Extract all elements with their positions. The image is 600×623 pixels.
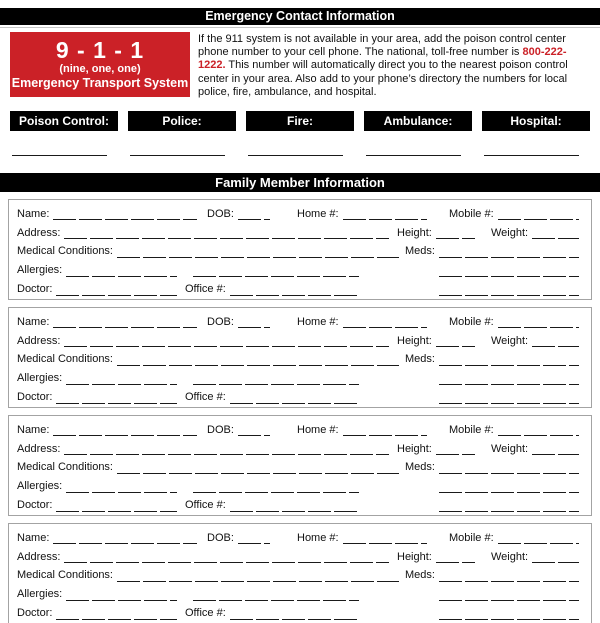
weight-field bbox=[491, 335, 579, 348]
weight-field bbox=[491, 551, 579, 564]
doctor-label: Doctor: bbox=[17, 607, 53, 620]
writein-line bbox=[484, 154, 579, 156]
row-name-dob-phones bbox=[17, 311, 579, 329]
office-phone-field bbox=[185, 499, 359, 512]
mobile-phone-line bbox=[498, 432, 579, 437]
fire-writein bbox=[246, 154, 354, 156]
height-line bbox=[436, 235, 475, 240]
address-label: Address: bbox=[17, 442, 61, 455]
dob-field bbox=[207, 532, 270, 545]
address-label: Address: bbox=[17, 334, 61, 347]
dob-line bbox=[238, 216, 270, 221]
meds-label: Meds: bbox=[405, 353, 435, 366]
meds-continuation-line-2 bbox=[439, 291, 579, 296]
meds-label: Meds: bbox=[405, 245, 435, 258]
hospital-writein bbox=[482, 154, 590, 156]
contact-label-police: Police: bbox=[128, 111, 236, 131]
dob-field bbox=[207, 424, 270, 437]
office-phone-field bbox=[185, 607, 359, 620]
name-label: Name: bbox=[17, 531, 50, 544]
address-field bbox=[17, 335, 389, 348]
family-member-blocks bbox=[0, 199, 600, 623]
dob-label: DOB: bbox=[207, 207, 234, 220]
dob-label: DOB: bbox=[207, 315, 234, 328]
office-phone-label: Office #: bbox=[185, 499, 226, 512]
name-label: Name: bbox=[17, 423, 50, 436]
allergies-label: Allergies: bbox=[17, 372, 63, 385]
address-line bbox=[64, 343, 389, 348]
medical-conditions-label: Medical Conditions: bbox=[17, 353, 113, 366]
nine-one-one-box bbox=[10, 32, 190, 97]
meds-label: Meds: bbox=[405, 461, 435, 474]
weight-label: Weight: bbox=[491, 442, 529, 455]
family-member-block bbox=[8, 523, 592, 623]
paragraph-text-after: This number will automatically direct you to the nearest poison control center in your area. Also add to your phone’s directory the numbers for local police, fire, ambulance, and hospital. bbox=[198, 59, 568, 98]
row-doctor-office bbox=[17, 278, 579, 296]
doctor-field bbox=[17, 499, 177, 512]
home-phone-field bbox=[297, 316, 427, 329]
row-address-height-weight bbox=[17, 546, 579, 564]
address-line bbox=[64, 235, 389, 240]
height-field bbox=[397, 335, 475, 348]
mobile-phone-label: Mobile #: bbox=[449, 531, 494, 544]
dob-field bbox=[207, 316, 270, 329]
doctor-line bbox=[56, 291, 177, 296]
contact-writein-row bbox=[10, 154, 590, 156]
medical-conditions-line bbox=[117, 253, 399, 258]
allergies-label: Allergies: bbox=[17, 480, 63, 493]
contact-label-poison-control: Poison Control: bbox=[10, 111, 118, 131]
mobile-phone-label: Mobile #: bbox=[449, 423, 494, 436]
row-name-dob-phones bbox=[17, 527, 579, 545]
meds-continuation-line-2 bbox=[439, 507, 579, 512]
dob-line bbox=[238, 324, 270, 329]
address-field bbox=[17, 443, 389, 456]
paragraph-text-before: If the 911 system is not available in your area, add the poison control center phone number to your cell phone. The national, toll-free number is bbox=[198, 33, 566, 59]
home-phone-line bbox=[343, 432, 427, 437]
home-phone-label: Home #: bbox=[297, 531, 339, 544]
home-phone-label: Home #: bbox=[297, 207, 339, 220]
weight-line bbox=[532, 235, 579, 240]
name-line bbox=[53, 216, 197, 221]
home-phone-field bbox=[297, 208, 427, 221]
name-field bbox=[17, 316, 197, 329]
meds-line bbox=[439, 253, 579, 258]
allergies-continuation-line bbox=[193, 596, 359, 601]
medical-conditions-field bbox=[17, 245, 399, 258]
mobile-phone-field bbox=[449, 424, 579, 437]
writein-line bbox=[130, 154, 225, 156]
medical-conditions-field bbox=[17, 569, 399, 582]
office-phone-line bbox=[230, 291, 359, 296]
row-doctor-office bbox=[17, 386, 579, 404]
home-phone-label: Home #: bbox=[297, 423, 339, 436]
section-header-family: Family Member Information bbox=[0, 173, 600, 192]
row-medical-meds bbox=[17, 456, 579, 474]
office-phone-line bbox=[230, 507, 359, 512]
weight-line bbox=[532, 343, 579, 348]
home-phone-line bbox=[343, 324, 427, 329]
doctor-label: Doctor: bbox=[17, 283, 53, 296]
home-phone-line bbox=[343, 216, 427, 221]
meds-field bbox=[405, 461, 579, 474]
mobile-phone-line bbox=[498, 324, 579, 329]
address-field bbox=[17, 551, 389, 564]
allergies-line bbox=[66, 380, 177, 385]
allergies-line bbox=[66, 488, 177, 493]
meds-continuation-line bbox=[439, 596, 579, 601]
name-field bbox=[17, 532, 197, 545]
medical-conditions-label: Medical Conditions: bbox=[17, 461, 113, 474]
name-line bbox=[53, 540, 197, 545]
allergies-line bbox=[66, 596, 177, 601]
nine-one-one-subtitle: (nine, one, one) bbox=[59, 63, 141, 75]
row-medical-meds bbox=[17, 240, 579, 258]
office-phone-label: Office #: bbox=[185, 391, 226, 404]
weight-field bbox=[491, 443, 579, 456]
address-label: Address: bbox=[17, 226, 61, 239]
row-address-height-weight bbox=[17, 330, 579, 348]
name-field bbox=[17, 208, 197, 221]
office-phone-field bbox=[185, 283, 359, 296]
mobile-phone-line bbox=[498, 540, 579, 545]
doctor-field bbox=[17, 607, 177, 620]
row-name-dob-phones bbox=[17, 419, 579, 437]
writein-line bbox=[248, 154, 343, 156]
contact-label-fire: Fire: bbox=[246, 111, 354, 131]
allergies-field bbox=[17, 588, 177, 601]
address-line bbox=[64, 559, 389, 564]
row-allergies bbox=[17, 583, 579, 601]
office-phone-field bbox=[185, 391, 359, 404]
row-medical-meds bbox=[17, 348, 579, 366]
meds-continuation-line-2 bbox=[439, 399, 579, 404]
meds-line bbox=[439, 469, 579, 474]
meds-continuation-line bbox=[439, 380, 579, 385]
height-line bbox=[436, 343, 475, 348]
row-allergies bbox=[17, 367, 579, 385]
row-address-height-weight bbox=[17, 438, 579, 456]
dob-line bbox=[238, 432, 270, 437]
height-field bbox=[397, 227, 475, 240]
meds-continuation-line bbox=[439, 272, 579, 277]
allergies-line bbox=[66, 272, 177, 277]
doctor-line bbox=[56, 615, 177, 620]
row-name-dob-phones bbox=[17, 203, 579, 221]
office-phone-line bbox=[230, 615, 359, 620]
medical-conditions-field bbox=[17, 353, 399, 366]
address-label: Address: bbox=[17, 550, 61, 563]
height-label: Height: bbox=[397, 334, 432, 347]
height-label: Height: bbox=[397, 550, 432, 563]
height-label: Height: bbox=[397, 442, 432, 455]
medical-conditions-line bbox=[117, 577, 399, 582]
intro-section bbox=[10, 32, 590, 97]
meds-line bbox=[439, 577, 579, 582]
medical-conditions-line bbox=[117, 469, 399, 474]
mobile-phone-field bbox=[449, 316, 579, 329]
section-header-emergency: Emergency Contact Information bbox=[0, 8, 600, 25]
family-member-block bbox=[8, 199, 592, 300]
mobile-phone-line bbox=[498, 216, 579, 221]
row-doctor-office bbox=[17, 602, 579, 620]
meds-label: Meds: bbox=[405, 569, 435, 582]
address-line bbox=[64, 451, 389, 456]
mobile-phone-label: Mobile #: bbox=[449, 207, 494, 220]
writein-line bbox=[12, 154, 107, 156]
contact-label-row bbox=[10, 111, 590, 131]
writein-line bbox=[366, 154, 461, 156]
office-phone-label: Office #: bbox=[185, 607, 226, 620]
name-label: Name: bbox=[17, 315, 50, 328]
mobile-phone-field bbox=[449, 208, 579, 221]
name-field bbox=[17, 424, 197, 437]
contact-label-ambulance: Ambulance: bbox=[364, 111, 472, 131]
doctor-line bbox=[56, 507, 177, 512]
height-field bbox=[397, 443, 475, 456]
meds-field bbox=[405, 569, 579, 582]
ambulance-writein bbox=[364, 154, 472, 156]
medical-conditions-label: Medical Conditions: bbox=[17, 569, 113, 582]
allergies-label: Allergies: bbox=[17, 588, 63, 601]
doctor-label: Doctor: bbox=[17, 391, 53, 404]
height-field bbox=[397, 551, 475, 564]
doctor-field bbox=[17, 283, 177, 296]
meds-continuation-line-2 bbox=[439, 615, 579, 620]
name-line bbox=[53, 432, 197, 437]
family-member-block bbox=[8, 307, 592, 408]
nine-one-one-number: 9 - 1 - 1 bbox=[55, 37, 145, 63]
police-writein bbox=[128, 154, 236, 156]
poison-control-phone-number: 800-222-1222. bbox=[198, 46, 567, 72]
row-allergies bbox=[17, 259, 579, 277]
home-phone-line bbox=[343, 540, 427, 545]
poison-control-paragraph bbox=[198, 32, 590, 97]
address-field bbox=[17, 227, 389, 240]
home-phone-field bbox=[297, 424, 427, 437]
home-phone-label: Home #: bbox=[297, 315, 339, 328]
height-line bbox=[436, 451, 475, 456]
row-medical-meds bbox=[17, 564, 579, 582]
meds-field bbox=[405, 245, 579, 258]
weight-label: Weight: bbox=[491, 226, 529, 239]
contact-label-hospital: Hospital: bbox=[482, 111, 590, 131]
dob-line bbox=[238, 540, 270, 545]
office-phone-line bbox=[230, 399, 359, 404]
meds-field bbox=[405, 353, 579, 366]
row-allergies bbox=[17, 475, 579, 493]
weight-line bbox=[532, 451, 579, 456]
weight-line bbox=[532, 559, 579, 564]
emergency-transport-caption: Emergency Transport System bbox=[11, 76, 189, 90]
row-address-height-weight bbox=[17, 222, 579, 240]
meds-continuation-line bbox=[439, 488, 579, 493]
row-doctor-office bbox=[17, 494, 579, 512]
allergies-field bbox=[17, 372, 177, 385]
allergies-field bbox=[17, 264, 177, 277]
weight-label: Weight: bbox=[491, 334, 529, 347]
office-phone-label: Office #: bbox=[185, 283, 226, 296]
home-phone-field bbox=[297, 532, 427, 545]
medical-conditions-line bbox=[117, 361, 399, 366]
height-line bbox=[436, 559, 475, 564]
mobile-phone-label: Mobile #: bbox=[449, 315, 494, 328]
allergies-label: Allergies: bbox=[17, 264, 63, 277]
doctor-line bbox=[56, 399, 177, 404]
medical-conditions-field bbox=[17, 461, 399, 474]
weight-label: Weight: bbox=[491, 550, 529, 563]
dob-label: DOB: bbox=[207, 423, 234, 436]
height-label: Height: bbox=[397, 226, 432, 239]
weight-field bbox=[491, 227, 579, 240]
name-label: Name: bbox=[17, 207, 50, 220]
dob-label: DOB: bbox=[207, 531, 234, 544]
medical-conditions-label: Medical Conditions: bbox=[17, 245, 113, 258]
name-line bbox=[53, 324, 197, 329]
allergies-field bbox=[17, 480, 177, 493]
allergies-continuation-line bbox=[193, 272, 359, 277]
dob-field bbox=[207, 208, 270, 221]
poison-control-writein bbox=[10, 154, 118, 156]
mobile-phone-field bbox=[449, 532, 579, 545]
allergies-continuation-line bbox=[193, 380, 359, 385]
family-member-block bbox=[8, 415, 592, 516]
doctor-field bbox=[17, 391, 177, 404]
doctor-label: Doctor: bbox=[17, 499, 53, 512]
meds-line bbox=[439, 361, 579, 366]
allergies-continuation-line bbox=[193, 488, 359, 493]
